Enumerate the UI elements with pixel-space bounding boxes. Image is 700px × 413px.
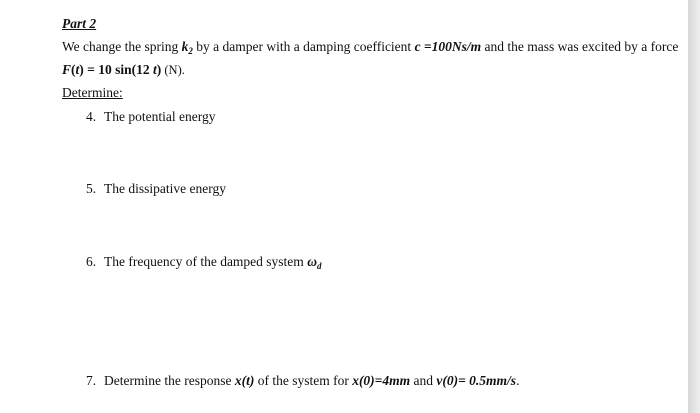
list-item <box>86 254 321 270</box>
force-unit: (N). <box>161 63 185 77</box>
response-symbol: x(t) <box>234 373 255 388</box>
list-item <box>86 181 226 197</box>
item-number: 5. <box>86 181 97 196</box>
item-text-d: . <box>516 373 520 388</box>
intro-text-b: by a damper with a damping coefficient <box>192 39 415 54</box>
item-text-b: of the system for <box>254 373 353 388</box>
force-symbol: F <box>62 62 72 77</box>
item-number: 7. <box>86 373 97 388</box>
item-number: 4. <box>86 109 97 124</box>
item-text: The dissipative energy <box>104 181 226 196</box>
item-number: 6. <box>86 254 97 269</box>
list-item <box>86 109 215 125</box>
initial-velocity: v(0)= 0.5mm/s <box>436 373 517 388</box>
intro-text-a: We change the spring <box>62 39 182 54</box>
item-text-c: and <box>410 373 437 388</box>
force-equation: F(t) = 10 sin(12 t) (N). <box>62 62 185 77</box>
item-text: The potential energy <box>104 109 216 124</box>
item-text: The frequency of the damped system <box>104 254 308 269</box>
determine-label: Determine: <box>62 85 123 100</box>
item-text-a: Determine the response <box>104 373 235 388</box>
problem-statement-line-1 <box>62 39 678 55</box>
spring-symbol: $k_2$ <box>181 39 193 56</box>
list-item <box>86 373 519 389</box>
initial-displacement: x(0)=4mm <box>352 373 411 388</box>
damping-coefficient: c =100Ns/m <box>414 39 482 54</box>
page-edge <box>688 0 700 413</box>
section-heading: Part 2 <box>62 16 97 31</box>
damped-frequency-symbol: $\omega_d$ <box>307 254 322 271</box>
intro-text-c: and the mass was excited by a force <box>481 39 679 54</box>
